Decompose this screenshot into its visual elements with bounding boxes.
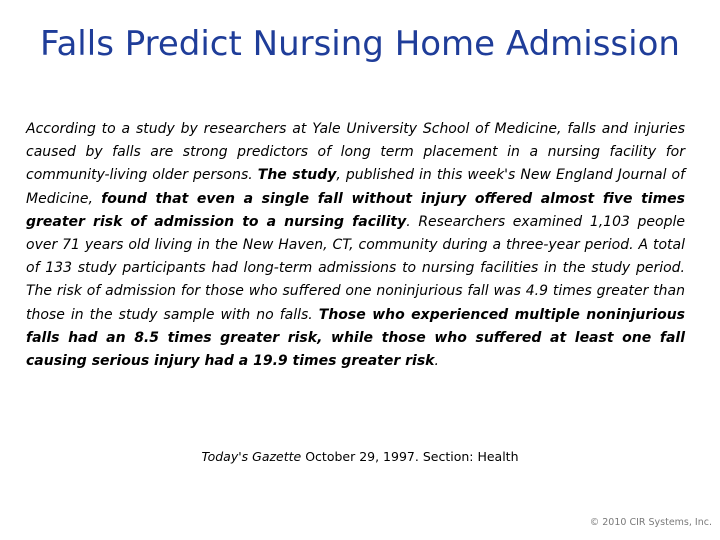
slide-title: Falls Predict Nursing Home Admission xyxy=(40,24,680,64)
body-text-emphasis: Those who experienced multiple noninjurious falls had an 8.5 times greater risk, while those who suffered at least one fall causing serious injury had a 19.9 times greater risk xyxy=(26,306,685,370)
article-body xyxy=(26,118,685,373)
citation-source: Today's Gazette xyxy=(201,449,302,464)
citation xyxy=(0,449,720,464)
body-text-segment: , published in this week's New England Journal of Medicine, xyxy=(26,167,686,207)
citation-details: October 29, 1997. Section: Health xyxy=(301,449,519,464)
body-text-segment: According to a study by researchers at Yale University School of Medicine, falls and injuries caused by falls are strong predictors of long term placement in a nursing facility for community-living older persons. xyxy=(26,121,685,184)
body-text-emphasis: found that even a single fall without injury offered almost five times greater risk of admission to a nursing facility xyxy=(26,190,685,230)
body-text-segment: . xyxy=(434,353,439,370)
body-text-emphasis: The study xyxy=(257,167,337,184)
copyright-notice: © 2010 CIR Systems, Inc. xyxy=(589,517,712,528)
body-text-segment: . Researchers examined 1,103 people over 71 years old living in the New Haven, CT, community during a three-year period. A total of 133 study participants had long-term admissions to nursing facilities in the study period. The risk of admission for those who suffered one noninjurious fall was 4.9 times greater than those in the study sample with no falls. xyxy=(26,213,685,323)
